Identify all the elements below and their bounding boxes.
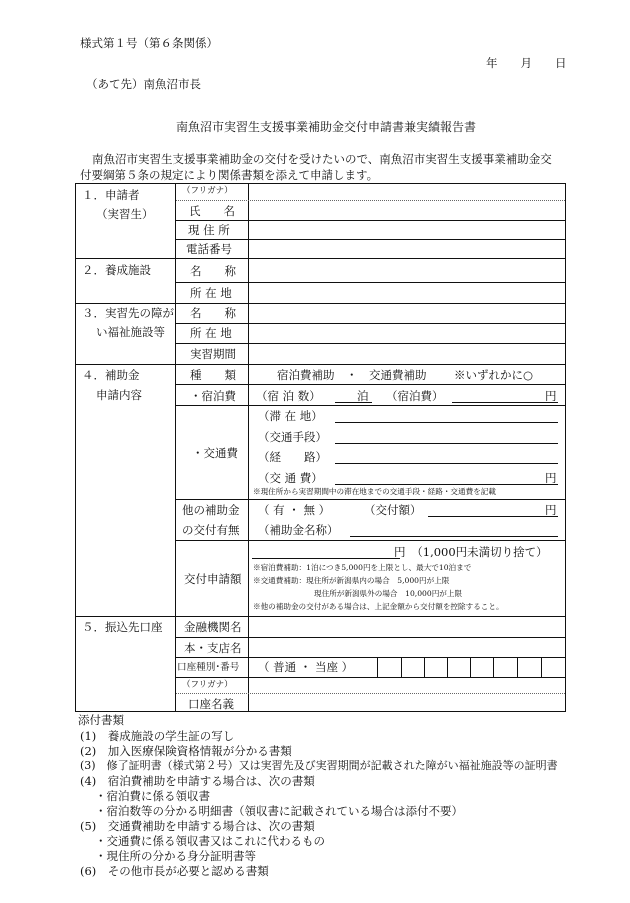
lodging-nights-label: （宿 泊 数） [256, 389, 321, 403]
attachment-item-3: (3) 修了証明書（様式第２号）又は実習先及び実習期間が記載された障がい福祉施設等の証明書 [80, 759, 558, 772]
school-location-field[interactable] [252, 283, 562, 302]
lodging-cost-field[interactable] [452, 387, 542, 402]
other-subsidy-yen: 円 [545, 503, 557, 517]
request-amount-field[interactable] [252, 543, 392, 558]
lodging-yen: 円 [545, 389, 557, 403]
transport-yen: 円 [545, 471, 557, 485]
school-name-label: 名 称 [190, 264, 236, 278]
subsidy-kind-options[interactable]: 宿泊費補助 ・ 交通費補助 [277, 368, 427, 382]
facility-name-label: 名 称 [190, 306, 236, 320]
other-subsidy-amount-label: （交付額） [364, 503, 422, 517]
section1-label: １．申請者 [82, 188, 140, 202]
other-subsidy-choice[interactable]: （ 有 ・ 無 ） [258, 503, 331, 517]
other-subsidy-name-field[interactable] [350, 521, 558, 536]
account-type-options[interactable]: （ 普通 ・ 当座 ） [258, 660, 354, 674]
address-label: 現 住 所 [188, 223, 230, 237]
applicant-name-field[interactable] [252, 201, 562, 219]
branch-name-field[interactable] [252, 638, 562, 656]
subsidy-kind-label: 種 類 [190, 368, 236, 382]
holder-furigana-label: （フリガナ） [182, 680, 233, 690]
training-period-label: 実習期間 [190, 347, 236, 361]
attachment-item-5-2: ・現住所の分かる身分証明書等 [95, 849, 256, 863]
transport-label: ・交通費 [192, 446, 238, 460]
section3-label-line2: い福祉施設等 [96, 325, 165, 339]
applicant-furigana-field[interactable] [252, 184, 562, 200]
furigana-label: （フリガナ） [182, 186, 233, 196]
attachments-heading: 添付書類 [78, 713, 124, 727]
section4-label: ４．補助金 [82, 368, 140, 382]
other-subsidy-label-2: の交付有無 [182, 523, 240, 537]
holder-furigana-field[interactable] [252, 678, 562, 692]
route-label: （経 路） [258, 450, 327, 464]
transport-cost-label: （交 通 費） [258, 471, 323, 485]
request-amount-round: 円 （1,000円未満切り捨て） [394, 545, 548, 559]
facility-name-field[interactable] [252, 304, 562, 322]
section1-sublabel: （実習生） [96, 207, 154, 221]
request-note-2: ※交通費補助：現住所が新潟県内の場合 5,000円が上限 [253, 576, 450, 585]
attachment-item-5: (5) 交通費補助を申請する場合は、次の書類 [80, 819, 315, 833]
form-title: 南魚沼市実習生支援事業補助金交付申請書兼実績報告書 [176, 120, 477, 134]
attachment-item-4-1: ・宿泊費に係る領収書 [95, 789, 210, 803]
school-name-field[interactable] [252, 259, 562, 281]
other-subsidy-amount-field[interactable] [428, 501, 540, 516]
addressee: （あて先）南魚沼市長 [86, 77, 201, 91]
request-note-4: ※他の補助金の交付がある場合は、上記金額から交付額を控除すること。 [253, 602, 504, 611]
name-label: 氏 名 [189, 204, 235, 218]
attachment-item-5-1: ・交通費に係る領収書又はこれに代わるもの [95, 834, 325, 848]
stay-place-label: （滞 在 地） [258, 409, 323, 423]
intro-line-2: 付要綱第５条の規定により関係書類を添えて申請します。 [80, 168, 379, 182]
transport-means-label: （交通手段） [258, 430, 327, 444]
phone-label: 電話番号 [186, 242, 232, 256]
facility-location-label: 所 在 地 [190, 326, 232, 340]
attachment-item-2: (2) 加入医療保険資格情報が分かる書類 [80, 744, 292, 758]
form-number: 様式第１号（第６条関係） [80, 36, 218, 50]
section3-label-line1: ３．実習先の障が [82, 306, 174, 320]
facility-location-field[interactable] [252, 324, 562, 342]
date-line: 年 月 日 [486, 56, 567, 70]
bank-name-label: 金融機関名 [184, 620, 242, 634]
section4-sublabel: 申請内容 [96, 388, 142, 402]
training-period-field[interactable] [252, 344, 562, 363]
other-subsidy-label-1: 他の補助金 [182, 503, 240, 517]
attachment-item-4-2: ・宿泊数等の分かる明細書（領収書に記載されている場合は添付不要） [95, 804, 463, 818]
transport-note: ※現住所から実習期間中の滞在地までの交通手段・経路・交通費を記載 [253, 487, 496, 496]
account-holder-field[interactable] [252, 694, 562, 710]
applicant-phone-field[interactable] [252, 240, 562, 257]
account-holder-label: 口座名義 [188, 697, 234, 711]
lodging-cost-label: （宿泊費） [386, 389, 444, 403]
subsidy-kind-note: ※いずれかに○ [454, 368, 534, 382]
stay-place-field[interactable] [335, 407, 558, 422]
request-amount-label: 交付申請額 [184, 572, 242, 586]
lodging-label: ・宿泊費 [190, 389, 236, 403]
branch-name-label: 本・支店名 [184, 641, 242, 655]
route-field[interactable] [335, 448, 558, 463]
request-note-3: 現住所が新潟県外の場合 10,000円が上限 [314, 589, 463, 598]
lodging-unit: 泊 [357, 389, 369, 403]
request-note-1: ※宿泊費補助：1泊につき5,000円を上限とし、最大で10泊まで [253, 563, 472, 572]
applicant-address-field[interactable] [252, 221, 562, 238]
section5-label: ５．振込先口座 [82, 620, 163, 634]
intro-line-1: 南魚沼市実習生支援事業補助金の交付を受けたいので、南魚沼市実習生支援事業補助金交 [92, 152, 552, 166]
transport-cost-field[interactable] [335, 469, 540, 484]
section2-label: ２．養成施設 [82, 263, 151, 277]
other-subsidy-name-label: （補助金名称） [258, 523, 339, 537]
attachment-item-4: (4) 宿泊費補助を申請する場合は、次の書類 [80, 774, 315, 788]
transport-means-field[interactable] [335, 428, 558, 443]
attachment-item-6: (6) その他市長が必要と認める書類 [80, 864, 269, 878]
school-location-label: 所 在 地 [190, 286, 232, 300]
account-number-field[interactable] [378, 658, 565, 676]
bank-name-field[interactable] [252, 617, 562, 636]
account-type-label: 口座種別･番号 [177, 662, 240, 673]
attachment-item-1: (1) 養成施設の学生証の写し [80, 729, 235, 743]
